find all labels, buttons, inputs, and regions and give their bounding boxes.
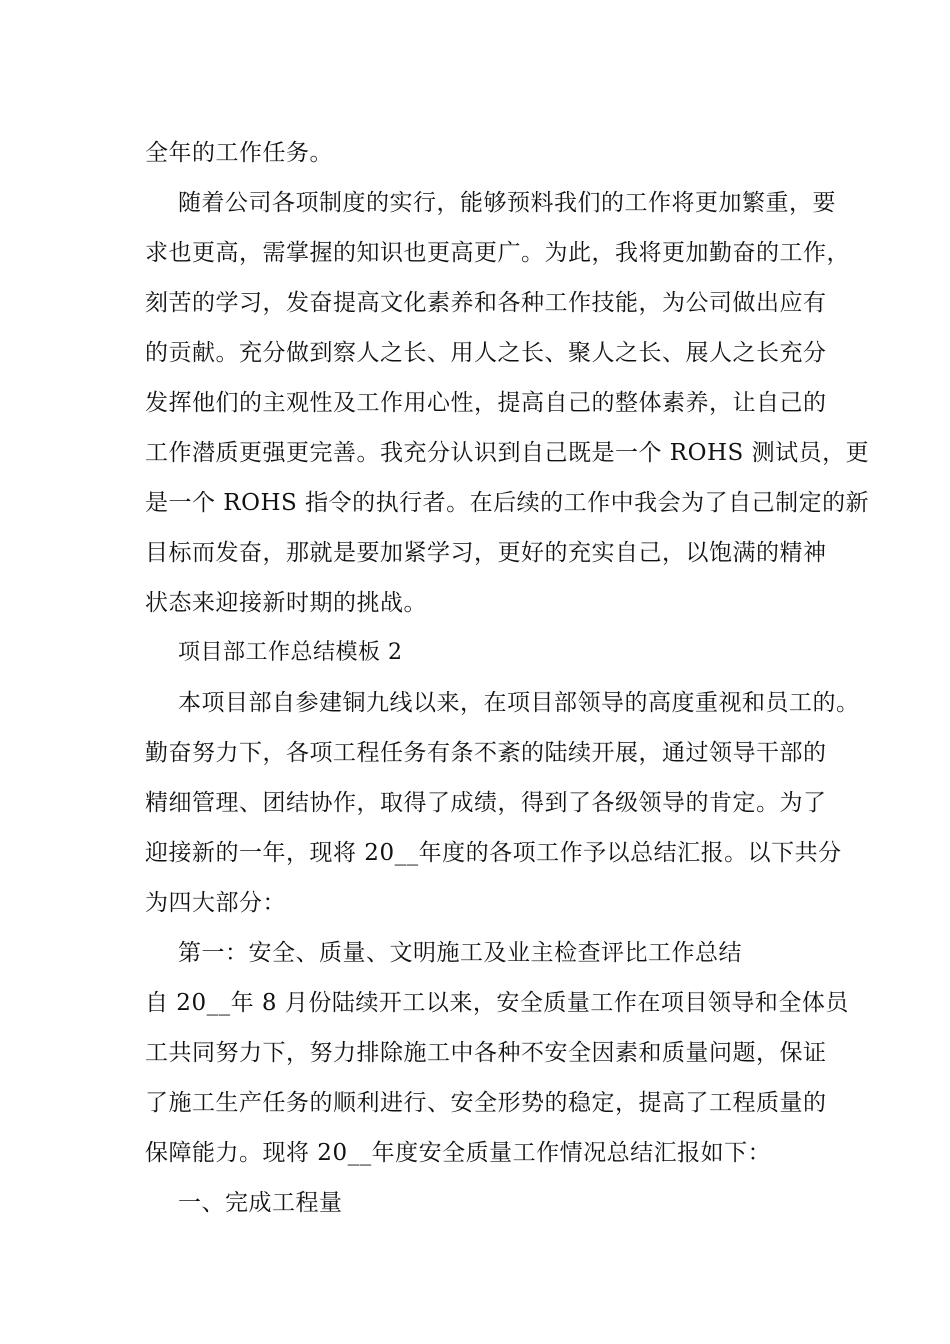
subsection-heading: 第一：安全、质量、文明施工及业主检查评比工作总结 (178, 940, 742, 966)
paragraph-line: 迎接新的一年，现将 20__年度的各项工作予以总结汇报。以下共分 (145, 840, 842, 866)
section-title: 项目部工作总结模板 2 (178, 640, 403, 665)
paragraph-line: 发挥他们的主观性及工作用心性，提高自己的整体素养，让自己的 (145, 390, 827, 416)
paragraph-line: 工作潜质更强更完善。我充分认识到自己既是一个 ROHS 测试员，更 (145, 440, 870, 466)
paragraph-line: 精细管理、团结协作，取得了成绩，得到了各级领导的肯定。为了 (145, 790, 827, 816)
paragraph-line: 了施工生产任务的顺利进行、安全形势的稳定，提高了工程质量的 (145, 1090, 827, 1116)
paragraph-line: 保障能力。现将 20__年度安全质量工作情况总结汇报如下： (145, 1140, 772, 1166)
paragraph-line: 状态来迎接新时期的挑战。 (145, 590, 427, 616)
paragraph-line: 工共同努力下，努力排除施工中各种不安全因素和质量问题，保证 (145, 1040, 827, 1066)
paragraph-line: 本项目部自参建铜九线以来，在项目部领导的高度重视和员工的。 (178, 690, 860, 716)
paragraph-line: 的贡献。充分做到察人之长、用人之长、聚人之长、展人之长充分 (145, 340, 827, 366)
paragraph-line: 为四大部分： (145, 890, 286, 916)
paragraph-line: 全年的工作任务。 (145, 140, 333, 166)
paragraph-line: 是一个 ROHS 指令的执行者。在后续的工作中我会为了自己制定的新 (145, 490, 870, 516)
subsection-heading: 一、完成工程量 (178, 1190, 343, 1216)
paragraph-line: 随着公司各项制度的实行，能够预料我们的工作将更加繁重，要 (178, 190, 836, 216)
paragraph-line: 自 20__年 8 月份陆续开工以来，安全质量工作在项目领导和全体员 (145, 990, 849, 1016)
paragraph-line: 求也更高，需掌握的知识也更高更广。为此，我将更加勤奋的工作， (145, 240, 850, 266)
paragraph-line: 刻苦的学习，发奋提高文化素养和各种工作技能，为公司做出应有 (145, 290, 827, 316)
paragraph-line: 目标而发奋，那就是要加紧学习，更好的充实自己，以饱满的精神 (145, 540, 827, 566)
paragraph-line: 勤奋努力下，各项工程任务有条不紊的陆续开展，通过领导干部的 (145, 740, 827, 766)
document-body (145, 128, 870, 1228)
